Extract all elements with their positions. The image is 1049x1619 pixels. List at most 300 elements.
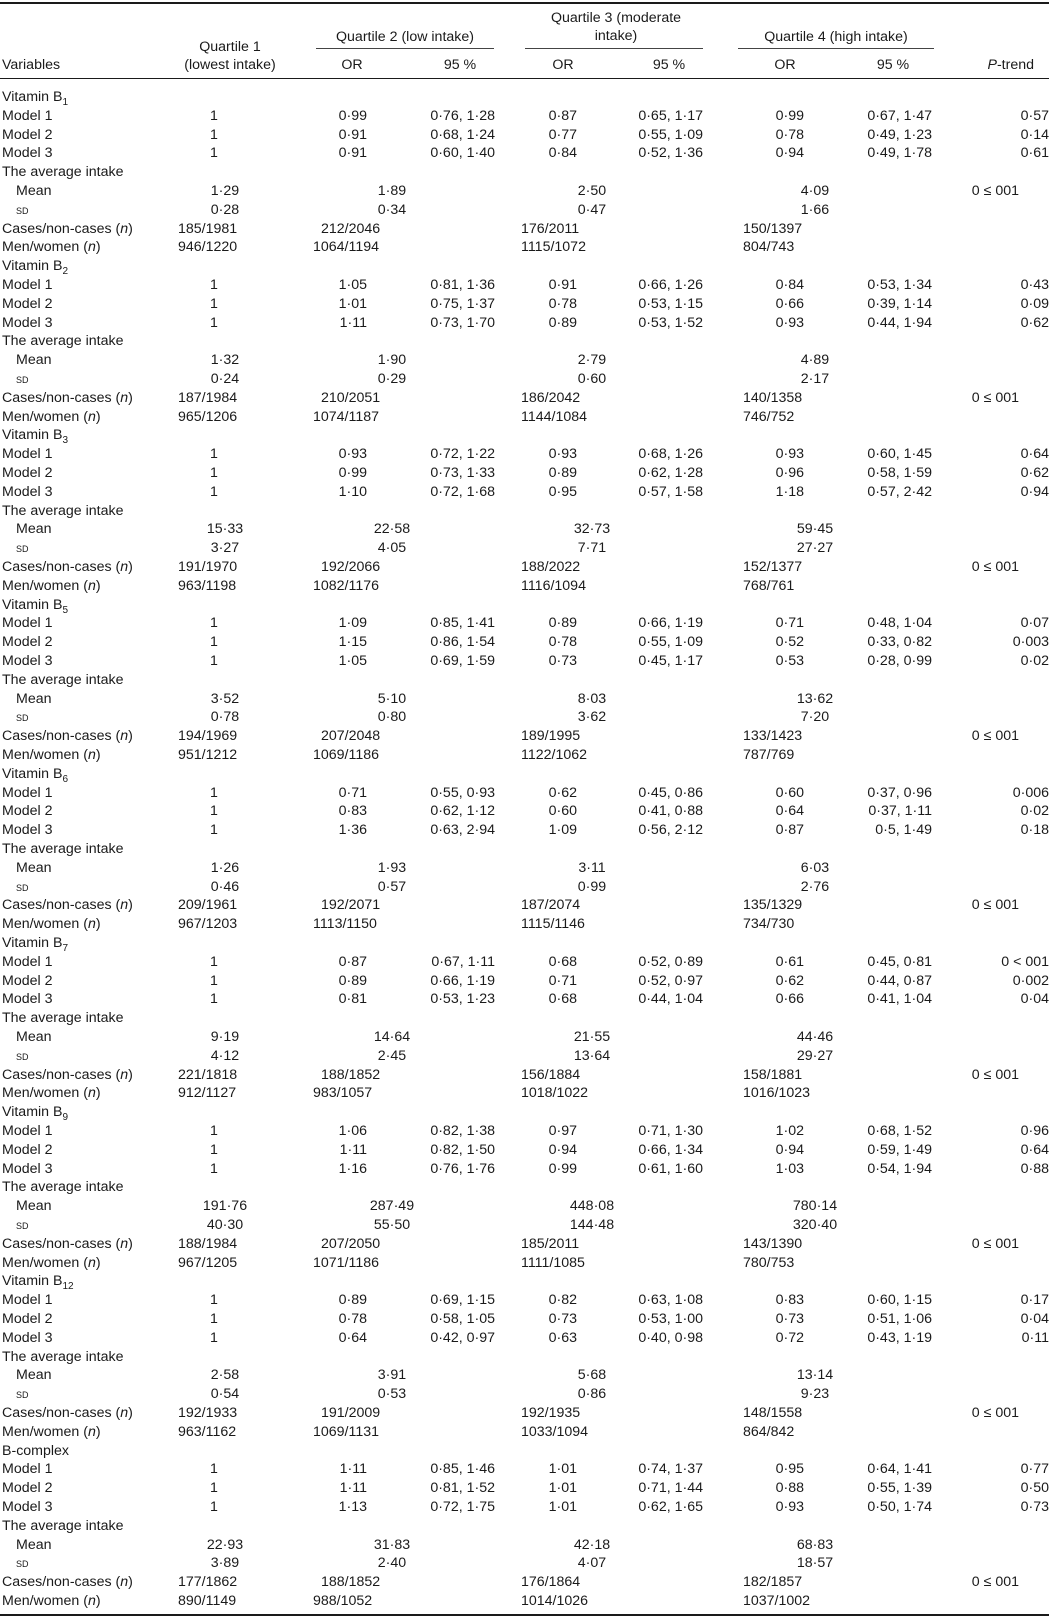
q3-mean: 8·03 (577, 690, 607, 707)
bottom-rule (0, 1614, 1049, 1616)
q3-men-women: 1115/1072 (521, 239, 586, 256)
model-label: Model 2 (2, 465, 53, 481)
q4-men-women: 1037/1002 (743, 1593, 811, 1609)
q2-mean: 3·91 (377, 1367, 407, 1384)
q4-or: 0·93 (775, 1499, 804, 1515)
q3-men-women: 1014/1026 (521, 1593, 589, 1609)
q2-or: 0·87 (338, 953, 367, 970)
q3-or: 0·78 (548, 634, 577, 651)
q1-mean: 191·76 (202, 1198, 248, 1215)
q4-ci: 0·55, 1·39 (867, 1480, 932, 1497)
q2-sd: 0·80 (377, 709, 407, 726)
q2-or: 1·16 (338, 1160, 367, 1177)
q2-men-women: 1071/1186 (313, 1254, 380, 1271)
q1-cases: 194/1969 (178, 728, 238, 745)
q2-ci: 0·69, 1·59 (430, 653, 495, 669)
q2-mean: 1·90 (377, 352, 407, 369)
q2-ci: 0·62, 1·12 (430, 803, 495, 820)
q1-reference: 1 (210, 991, 218, 1008)
q2-men-women: 1069/1131 (313, 1423, 380, 1440)
q3-or: 1·09 (548, 822, 577, 839)
q4-ci: 0·51, 1·06 (867, 1311, 932, 1327)
q4-sd: 9·23 (800, 1386, 830, 1403)
q2-men-women: 983/1057 (313, 1085, 373, 1102)
q1-reference: 1 (210, 784, 218, 801)
q1-sd: 0·78 (210, 709, 240, 726)
q4-ci: 0·57, 2·42 (867, 483, 932, 500)
q2-or: 1·11 (339, 1461, 367, 1478)
q4-men-women: 746/752 (743, 408, 795, 425)
q3-mean: 2·50 (577, 183, 607, 199)
q3-ci: 0·45, 1·17 (638, 653, 703, 669)
q1-reference: 1 (210, 446, 218, 463)
q2-or: 1·11 (339, 314, 367, 331)
q3-cases: 156/1884 (521, 1066, 581, 1083)
q4-sd: 2·17 (800, 371, 830, 387)
sd-label: sd (16, 878, 29, 894)
q3-or: 0·62 (548, 784, 577, 801)
q4-mean: 13·62 (796, 690, 834, 707)
q2-men-women: 1064/1194 (313, 239, 380, 256)
header-q3-or: OR (552, 57, 574, 73)
p-trend: 0·64 (1020, 446, 1049, 463)
q4-or: 0·88 (775, 1480, 804, 1497)
q3-or: 0·63 (548, 1329, 577, 1346)
cases-label: Cases/non-cases (n) (2, 897, 133, 914)
q3-mean: 448·08 (569, 1198, 615, 1215)
q4-or: 0·53 (775, 653, 804, 669)
q4-cases: 140/1358 (743, 389, 803, 406)
mean-label: Mean (16, 352, 52, 369)
q4-or: 0·66 (775, 991, 804, 1008)
q4-mean: 44·46 (796, 1029, 834, 1045)
q2-ci: 0·73, 1·33 (430, 465, 495, 481)
q1-cases: 185/1981 (178, 220, 238, 237)
q2-or: 0·71 (338, 784, 367, 801)
q4-ci: 0·49, 1·78 (867, 145, 932, 162)
q2-or: 0·99 (338, 465, 367, 481)
p-trend: 0·02 (1020, 803, 1049, 820)
q2-ci: 0·85, 1·46 (430, 1461, 495, 1478)
q2-ci: 0·66, 1·19 (430, 972, 495, 989)
p-trend: 0·94 (1020, 483, 1049, 500)
q4-sd: 7·20 (800, 709, 830, 726)
sd-label: sd (16, 371, 29, 386)
nutrient-name: Vitamin B (2, 765, 63, 782)
sd-label: sd (16, 709, 29, 725)
model-label: Model 2 (2, 972, 53, 989)
q3-ci: 0·66, 1·26 (638, 277, 703, 293)
nutrient-subscript: 2 (62, 266, 69, 278)
model-label: Model 3 (2, 991, 53, 1008)
q4-ci: 0·64, 1·41 (867, 1461, 932, 1478)
q1-reference: 1 (210, 953, 218, 970)
cases-label: Cases/non-cases (n) (2, 1066, 133, 1083)
cases-label: Cases/non-cases (n) (2, 389, 133, 406)
q2-sd: 2·40 (377, 1555, 407, 1572)
average-intake-label: The average intake (2, 164, 124, 181)
q2-or: 1·06 (338, 1123, 367, 1139)
q4-ci: 0·37, 1·11 (868, 803, 932, 820)
q4-or: 0·96 (775, 465, 804, 481)
model-label: Model 1 (2, 615, 53, 632)
q3-or: 0·84 (548, 145, 577, 162)
q2-mean: 287·49 (369, 1198, 415, 1215)
q4-sd: 320·40 (792, 1217, 838, 1233)
q3-ci: 0·53, 1·52 (638, 314, 703, 331)
average-intake-label: The average intake (2, 1348, 124, 1365)
q1-men-women: 946/1220 (178, 239, 238, 256)
nutrient-name: Vitamin B (2, 427, 63, 444)
p-trend: 0·57 (1020, 107, 1049, 124)
q4-or: 0·64 (775, 803, 804, 820)
q2-or: 0·99 (338, 107, 367, 124)
q2-or: 1·13 (338, 1499, 367, 1515)
q4-mean: 6·03 (800, 859, 830, 876)
nutrient-subscript: 5 (62, 604, 69, 616)
q4-mean: 13·14 (796, 1367, 834, 1384)
mean-label: Mean (16, 1536, 52, 1553)
q2-cases: 212/2046 (321, 220, 381, 237)
q2-or: 0·64 (338, 1329, 367, 1346)
q4-sd: 2·76 (800, 878, 830, 895)
header-q4-or: OR (774, 57, 796, 73)
men-women-label: Men/women (n) (2, 747, 101, 763)
q4-or: 0·52 (775, 634, 804, 651)
q1-reference: 1 (210, 1292, 218, 1309)
q4-or: 0·73 (775, 1311, 804, 1327)
sd-label: sd (16, 540, 29, 556)
q3-cases: 176/2011 (521, 220, 580, 237)
q2-ci: 0·73, 1·70 (430, 314, 495, 331)
q4-or: 0·99 (775, 107, 804, 124)
q2-mean: 1·93 (377, 859, 407, 876)
q2-ci: 0·81, 1·36 (430, 277, 495, 293)
q4-ci: 0·58, 1·59 (867, 465, 932, 481)
q2-or: 0·78 (338, 1311, 367, 1327)
q3-mean: 5·68 (577, 1367, 607, 1384)
q4-ci: 0·44, 0·87 (867, 972, 932, 989)
q2-mean: 22·58 (373, 521, 411, 538)
q2-ci: 0·72, 1·22 (430, 446, 495, 463)
p-trend: 0·61 (1020, 145, 1049, 162)
q3-or: 0·73 (548, 1311, 577, 1327)
q3-men-women: 1111/1085 (521, 1254, 585, 1271)
q2-or: 0·91 (338, 126, 367, 143)
q4-men-women: 804/743 (743, 239, 795, 256)
q3-or: 0·89 (548, 615, 577, 632)
q3-mean: 42·18 (573, 1536, 611, 1553)
q3-sd: 144·48 (569, 1217, 615, 1233)
cases-p-trend: 0 ≤ 001 (971, 1574, 1019, 1591)
q4-ci: 0·48, 1·04 (867, 615, 932, 632)
q3-or: 0·71 (548, 972, 577, 989)
model-label: Model 2 (2, 1141, 53, 1158)
sd-label: sd (16, 201, 29, 217)
cases-label: Cases/non-cases (n) (2, 559, 133, 575)
nutrient-subscript: 12 (62, 1281, 74, 1293)
cases-p-trend: 0 ≤ 001 (971, 1235, 1019, 1252)
q4-cases: 135/1329 (743, 897, 803, 914)
q4-or: 0·94 (775, 145, 804, 162)
mean-label: Mean (16, 183, 52, 199)
q2-ci: 0·53, 1·23 (430, 991, 495, 1008)
q1-reference: 1 (210, 483, 218, 500)
mean-label: Mean (16, 1367, 52, 1384)
q4-mean: 68·83 (796, 1536, 834, 1553)
cases-p-trend: 0 ≤ 001 (971, 559, 1019, 575)
q1-cases: 177/1862 (178, 1574, 238, 1591)
q4-or: 1·18 (775, 483, 804, 500)
q4-ci: 0·37, 0·96 (867, 784, 932, 801)
q2-or: 0·91 (338, 145, 367, 162)
header-rule (0, 78, 1049, 79)
cases-label: Cases/non-cases (n) (2, 220, 133, 237)
q4-ci: 0·68, 1·52 (867, 1123, 932, 1139)
q3-cases: 189/1995 (521, 728, 581, 745)
p-trend: 0·04 (1020, 991, 1049, 1008)
q3-or: 0·68 (548, 953, 577, 970)
q3-sd: 3·62 (577, 709, 607, 726)
top-rule (0, 2, 1049, 4)
p-trend: 0·64 (1020, 1141, 1049, 1158)
q2-cases: 188/1852 (321, 1574, 381, 1591)
q3-men-women: 1144/1084 (521, 408, 588, 425)
q2-sd: 0·53 (377, 1386, 407, 1403)
model-label: Model 1 (2, 1461, 53, 1478)
model-label: Model 3 (2, 1329, 53, 1346)
nutrient-name: Vitamin B (2, 596, 63, 613)
cases-p-trend: 0 ≤ 001 (971, 389, 1019, 406)
q1-sd: 3·27 (210, 540, 240, 557)
q1-reference: 1 (210, 107, 218, 124)
q4-or: 0·94 (775, 1141, 804, 1158)
model-label: Model 1 (2, 277, 53, 293)
cases-p-trend: 0 ≤ 001 (971, 728, 1019, 745)
q2-cases: 210/2051 (321, 389, 381, 406)
q3-or: 0·93 (548, 446, 577, 463)
q1-mean: 2·58 (210, 1367, 240, 1384)
nutrient-subscript: 6 (62, 773, 69, 785)
q4-ci: 0·60, 1·15 (867, 1292, 932, 1309)
q1-reference: 1 (210, 277, 218, 293)
q2-ci: 0·76, 1·76 (430, 1160, 495, 1177)
model-label: Model 3 (2, 314, 53, 331)
p-trend: 0·73 (1020, 1499, 1049, 1515)
mean-p-trend: 0 ≤ 001 (971, 183, 1019, 199)
header-variables: Variables (2, 57, 61, 73)
nutrient-name: Vitamin B (2, 1273, 63, 1290)
q1-men-women: 967/1205 (178, 1254, 238, 1271)
mean-label: Mean (16, 521, 52, 538)
q3-underline (525, 48, 703, 49)
q2-ci: 0·82, 1·38 (430, 1123, 495, 1139)
model-label: Model 3 (2, 653, 53, 669)
q3-cases: 188/2022 (521, 559, 581, 575)
q2-ci: 0·72, 1·75 (430, 1499, 495, 1515)
q2-or: 1·10 (338, 483, 367, 500)
model-label: Model 1 (2, 784, 53, 801)
q2-ci: 0·72, 1·68 (430, 483, 495, 500)
q3-cases: 192/1935 (521, 1405, 581, 1421)
q3-sd: 4·07 (577, 1555, 607, 1572)
q4-or: 0·61 (775, 953, 804, 970)
q4-men-women: 734/730 (743, 916, 795, 933)
sd-label: sd (16, 1217, 29, 1232)
q3-ci: 0·53, 1·00 (638, 1311, 703, 1327)
q4-sd: 29·27 (796, 1047, 834, 1064)
q2-mean: 14·64 (373, 1029, 411, 1045)
q3-or: 0·91 (548, 277, 577, 293)
average-intake-label: The average intake (2, 1517, 124, 1534)
q3-ci: 0·71, 1·44 (638, 1480, 703, 1497)
q3-men-women: 1116/1094 (521, 577, 586, 594)
q3-sd: 13·64 (573, 1047, 611, 1064)
q1-reference: 1 (210, 1329, 218, 1346)
q2-men-women: 1069/1186 (313, 747, 380, 763)
p-trend: 0·50 (1020, 1480, 1049, 1497)
q2-or: 1·15 (338, 634, 367, 651)
q2-mean: 31·83 (373, 1536, 411, 1553)
q3-ci: 0·44, 1·04 (638, 991, 703, 1008)
q3-sd: 0·86 (577, 1386, 607, 1403)
q3-cases: 186/2042 (521, 389, 581, 406)
p-trend: 0·77 (1020, 1461, 1049, 1478)
mean-label: Mean (16, 690, 52, 707)
q1-men-women: 963/1198 (178, 577, 237, 594)
q1-reference: 1 (210, 126, 218, 143)
q4-or: 0·60 (775, 784, 804, 801)
q2-men-women: 1113/1150 (313, 916, 377, 933)
q4-or: 0·95 (775, 1461, 804, 1478)
q3-or: 0·78 (548, 295, 577, 312)
header-q2-or: OR (341, 57, 363, 73)
q4-or: 0·87 (775, 822, 804, 839)
p-trend: 0·62 (1020, 465, 1049, 481)
q2-or: 0·81 (338, 991, 367, 1008)
men-women-label: Men/women (n) (2, 1085, 101, 1102)
p-trend: 0·07 (1020, 615, 1049, 632)
q3-or: 0·94 (548, 1141, 577, 1158)
q1-reference: 1 (210, 1311, 218, 1327)
q4-men-women: 864/842 (743, 1423, 795, 1440)
q2-sd: 55·50 (373, 1217, 411, 1233)
q1-reference: 1 (210, 803, 218, 820)
q1-reference: 1 (210, 972, 218, 989)
q3-ci: 0·66, 1·34 (638, 1141, 703, 1158)
q3-ci: 0·62, 1·65 (638, 1499, 703, 1515)
q4-ci: 0·28, 0·99 (867, 653, 932, 669)
q2-sd: 0·29 (377, 371, 407, 387)
p-trend: 0·09 (1020, 295, 1049, 312)
model-label: Model 3 (2, 1499, 53, 1515)
q4-ci: 0·45, 0·81 (867, 953, 932, 970)
q1-sd: 40·30 (206, 1217, 244, 1233)
header-q2-ci: 95 % (443, 57, 477, 73)
q4-cases: 158/1881 (743, 1066, 803, 1083)
men-women-label: Men/women (n) (2, 239, 101, 256)
model-label: Model 1 (2, 446, 53, 463)
men-women-label: Men/women (n) (2, 916, 101, 933)
q1-men-women: 965/1206 (178, 408, 238, 425)
q1-sd: 0·28 (210, 201, 240, 218)
model-label: Model 3 (2, 483, 53, 500)
q2-mean: 5·10 (377, 690, 407, 707)
q4-ci: 0·60, 1·45 (867, 446, 932, 463)
q2-or: 0·89 (338, 1292, 367, 1309)
q1-mean: 1·26 (210, 859, 240, 876)
q2-ci: 0·76, 1·28 (430, 107, 495, 124)
p-trend: 0·002 (1012, 972, 1049, 989)
model-label: Model 3 (2, 822, 53, 839)
q3-ci: 0·74, 1·37 (638, 1461, 703, 1478)
q4-underline (738, 48, 934, 49)
q2-or: 0·83 (338, 803, 367, 820)
q4-or: 0·72 (775, 1329, 804, 1346)
q4-ci: 0·41, 1·04 (867, 991, 932, 1008)
q2-ci: 0·42, 0·97 (430, 1329, 495, 1346)
q2-cases: 192/2071 (321, 897, 381, 914)
average-intake-label: The average intake (2, 1179, 124, 1196)
q1-reference: 1 (210, 615, 218, 632)
q4-or: 0·93 (775, 314, 804, 331)
sd-label: sd (16, 1386, 29, 1402)
q3-cases: 176/1864 (521, 1574, 581, 1591)
q2-men-women: 1074/1187 (313, 408, 380, 425)
q3-sd: 0·60 (577, 371, 607, 387)
q4-cases: 143/1390 (743, 1235, 803, 1252)
q3-ci: 0·63, 1·08 (638, 1292, 703, 1309)
q1-mean: 1·32 (210, 352, 240, 369)
q3-or: 1·01 (548, 1480, 577, 1497)
q3-ci: 0·71, 1·30 (638, 1123, 703, 1139)
q1-reference: 1 (210, 634, 218, 651)
q4-ci: 0·59, 1·49 (867, 1141, 932, 1158)
q2-sd: 0·34 (377, 201, 407, 218)
q3-or: 0·87 (548, 107, 577, 124)
q3-ci: 0·55, 1·09 (638, 634, 703, 651)
q1-cases: 221/1818 (178, 1066, 238, 1083)
q2-mean: 1·89 (377, 183, 407, 199)
q3-mean: 3·11 (578, 859, 606, 876)
q4-ci: 0·43, 1·19 (867, 1329, 932, 1346)
q4-mean: 4·89 (800, 352, 830, 369)
model-label: Model 2 (2, 1480, 53, 1497)
p-trend: 0·006 (1012, 784, 1049, 801)
q3-or: 0·77 (548, 126, 577, 143)
mean-label: Mean (16, 1029, 52, 1045)
q1-reference: 1 (210, 822, 218, 839)
q4-ci: 0·5, 1·49 (875, 822, 932, 839)
q1-cases: 209/1961 (178, 897, 238, 914)
q4-ci: 0·49, 1·23 (867, 126, 932, 143)
q3-sd: 0·47 (577, 201, 607, 218)
q1-mean: 1·29 (210, 183, 240, 199)
q1-reference: 1 (210, 1499, 218, 1515)
q3-or: 0·99 (548, 1160, 577, 1177)
q3-or: 0·89 (548, 314, 577, 331)
model-label: Model 2 (2, 1311, 53, 1327)
q4-mean: 4·09 (800, 183, 830, 199)
q3-ci: 0·65, 1·17 (638, 107, 703, 124)
q2-or: 0·93 (338, 446, 367, 463)
cases-label: Cases/non-cases (n) (2, 1405, 133, 1421)
q4-men-women: 768/761 (743, 577, 795, 594)
q1-cases: 188/1984 (178, 1235, 238, 1252)
q2-ci: 0·55, 0·93 (430, 784, 495, 801)
q3-men-women: 1122/1062 (521, 747, 588, 763)
q2-cases: 191/2009 (321, 1405, 381, 1421)
